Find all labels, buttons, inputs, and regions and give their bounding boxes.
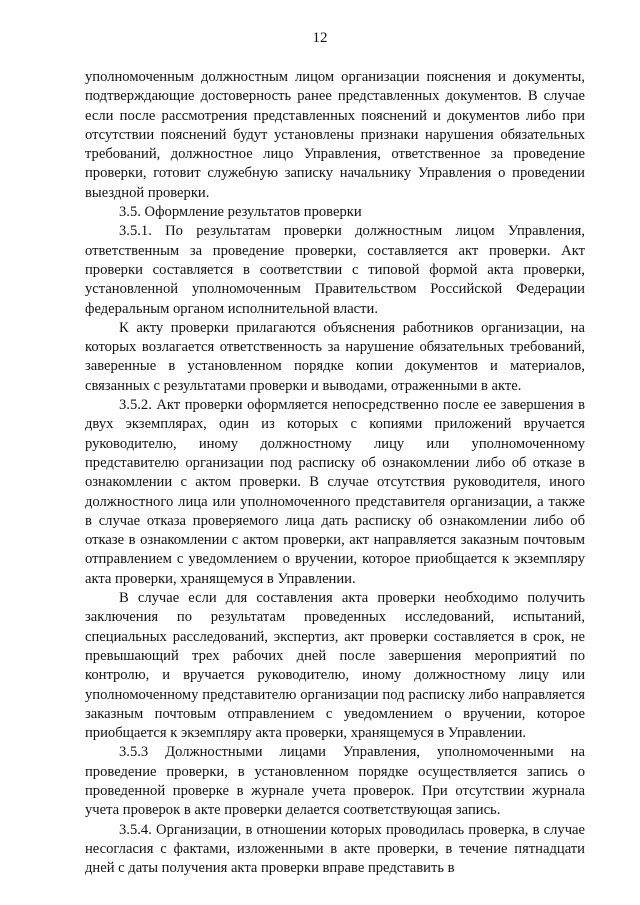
paragraph-3-5-1: 3.5.1. По результатам проверки должностным лицом Управления, ответственным за проведение проверки, составляется акт проверки. Акт проверки составляется в соответствии с типовой формой акта проверки, установленной уполномоченным Правительством Российской Федерации федеральным органом исполнительной власти. [85,223,585,317]
paragraph-3-5-2: 3.5.2. Акт проверки оформляется непосредственно после ее завершения в двух экземплярах, один из которых с копиями приложений вручается руководителю, иному должностному лицу или уполномоченному представителю организации под расписку об ознакомлении либо об отказе в ознакомлении с актом проверки. В случае отсутствия руководителя, иного должностного лица или уполномоченного представителя организации, а также в случае отказа проверяемого лица дать расписку об ознакомлении либо об отказе в ознакомлении с актом проверки, акт направляется заказным почтовым отправлением с уведомлением о вручении, которое приобщается к экземпляру акта проверки, хранящемуся в Управлении. [85,397,585,587]
paragraph-expertise-case: В случае если для составления акта проверки необходимо получить заключения по результатам проведенных исследований, испытаний, специальных расследований, экспертиз, акт проверки составляется в срок, не превышающий трех рабочих дней после завершения мероприятий по контролю, и вручается руководителю, иному должностному лицу или уполномоченному представителю организации под расписку либо направляется заказным почтовым отправлением с уведомлением о вручении, которое приобщается к экземпляру акта проверки, хранящемуся в Управлении. [85,590,585,742]
paragraph-attachments: К акту проверки прилагаются объяснения работников организации, на которых возлагается ответственность за нарушение обязательных требований, заверенные в установленном порядке копии документов и материалов, связанных с результатами проверки и выводами, отраженными в акте. [85,319,585,394]
section-heading-3-5: 3.5. Оформление результатов проверки [119,204,362,221]
page-number: 12 [312,30,328,46]
document-body [85,68,585,878]
paragraph-3-5-3: 3.5.3 Должностными лицами Управления, уполномоченными на проведение проверки, в установленном порядке осуществляется запись о проведенной проверке в журнале учета проверок. При отсутствии журнала учета проверок в акте проверки делается соответствующая запись. [85,744,585,819]
paragraph-continuation: уполномоченным должностным лицом организации пояснения и документы, подтверждающие достоверность ранее представленных документов. В случае если после рассмотрения представленных пояснений и документов либо при отсутствии пояснений будут установлены признаки нарушения обязательных требований, должностное лицо Управления, ответственное за проведение проверки, готовит служебную записку начальнику Управления о проведении выездной проверки. [85,69,585,201]
paragraph-3-5-4: 3.5.4. Организации, в отношении которых проводилась проверка, в случае несогласия с фактами, изложенными в акте проверки, в течение пятнадцати дней с даты получения акта проверки вправе представить в [85,821,585,877]
